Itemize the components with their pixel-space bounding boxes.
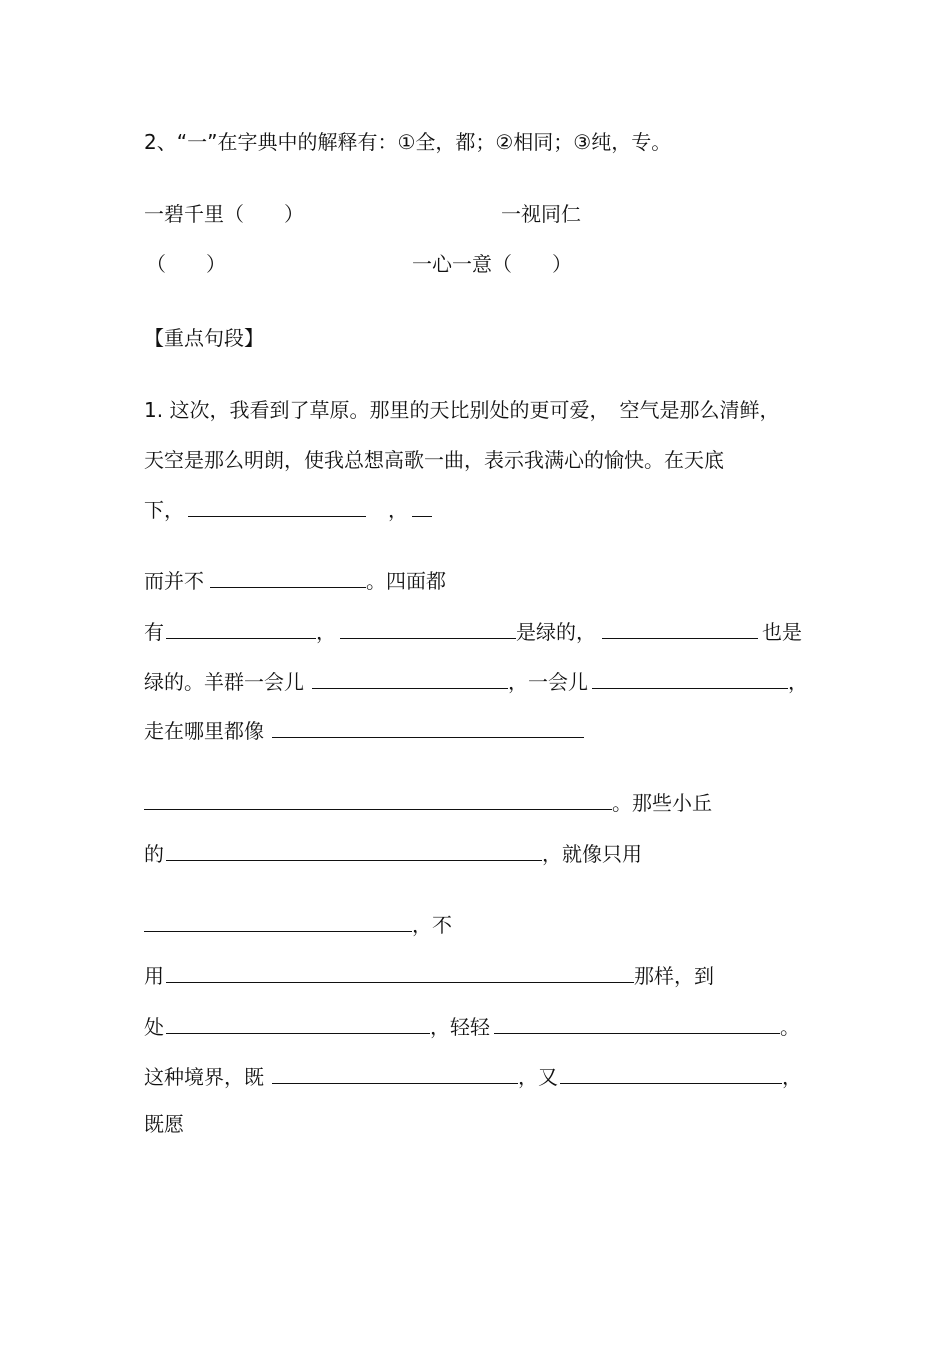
blank-field[interactable]	[166, 620, 316, 639]
passage-line-5	[144, 620, 802, 644]
passage-text: ，又	[518, 1065, 558, 1089]
passage-text: 用	[144, 964, 164, 988]
passage-text: 也是	[762, 620, 802, 644]
passage-text: 绿的。羊群一会儿	[144, 670, 304, 694]
passage-line-11	[144, 964, 714, 988]
passage-line-6	[144, 670, 808, 694]
passage-text: ，	[782, 1065, 802, 1089]
passage-text: ，	[788, 670, 808, 694]
blank-field[interactable]	[494, 1015, 780, 1034]
blank-field[interactable]	[312, 670, 508, 689]
blank-field[interactable]	[592, 670, 788, 689]
blank-field[interactable]	[144, 913, 412, 932]
passage-line-1: 1. 这次，我看到了草原。那里的天比别处的更可爱， 空气是那么清鲜，	[144, 398, 780, 422]
passage-line-13	[144, 1065, 802, 1089]
blank-field[interactable]	[166, 1015, 430, 1034]
section-title: 【重点句段】	[144, 326, 264, 350]
passage-line-2: 天空是那么明朗，使我总想高歌一曲，表示我满心的愉快。在天底	[144, 448, 724, 472]
passage-text: 。那些小丘	[612, 791, 712, 815]
idiom-yibiqianli: 一碧千里（ ）	[144, 202, 304, 226]
passage-text: ，	[316, 620, 336, 644]
blank-field[interactable]	[560, 1065, 782, 1084]
blank-field[interactable]	[340, 620, 516, 639]
passage-line-4	[144, 569, 446, 593]
blank-field[interactable]	[210, 569, 366, 588]
passage-text: 的	[144, 842, 164, 866]
passage-line-8	[144, 791, 712, 815]
passage-line-14: 既愿	[144, 1112, 184, 1136]
passage-text: 走在哪里都像	[144, 719, 264, 743]
blank-field[interactable]	[166, 964, 634, 983]
passage-text: ，轻轻	[430, 1015, 490, 1039]
passage-text: 而并不	[144, 569, 204, 593]
passage-line-9	[144, 842, 642, 866]
passage-text: 有	[144, 620, 164, 644]
blank-field[interactable]	[188, 498, 366, 517]
passage-text: ，就像只用	[542, 842, 642, 866]
passage-line-12	[144, 1015, 800, 1039]
passage-text: 。	[780, 1015, 800, 1039]
passage-text: 这种境界，既	[144, 1065, 264, 1089]
blank-field[interactable]	[166, 842, 542, 861]
passage-text: 那样，到	[634, 964, 714, 988]
passage-text: ，不	[412, 913, 452, 937]
passage-text: ，	[388, 498, 408, 522]
passage-line-3	[144, 498, 432, 522]
idiom-yishitongren-paren: （ ）	[146, 252, 226, 276]
blank-field[interactable]	[412, 498, 432, 517]
passage-text: 处	[144, 1015, 164, 1039]
passage-text: 是绿的，	[516, 620, 596, 644]
passage-text: 下，	[144, 498, 184, 522]
passage-line-10	[144, 913, 452, 937]
idiom-yishitongren: 一视同仁	[501, 202, 581, 226]
blank-field[interactable]	[602, 620, 758, 639]
idiom-yixinyiyi: 一心一意（ ）	[412, 252, 572, 276]
blank-field[interactable]	[272, 719, 584, 738]
question-2-stem: 2、“一”在字典中的解释有：①全，都；②相同；③纯，专。	[144, 130, 672, 154]
passage-line-7	[144, 719, 584, 743]
blank-field[interactable]	[144, 791, 612, 810]
blank-field[interactable]	[272, 1065, 518, 1084]
passage-text: ，一会儿	[508, 670, 588, 694]
passage-text: 。四面都	[366, 569, 446, 593]
